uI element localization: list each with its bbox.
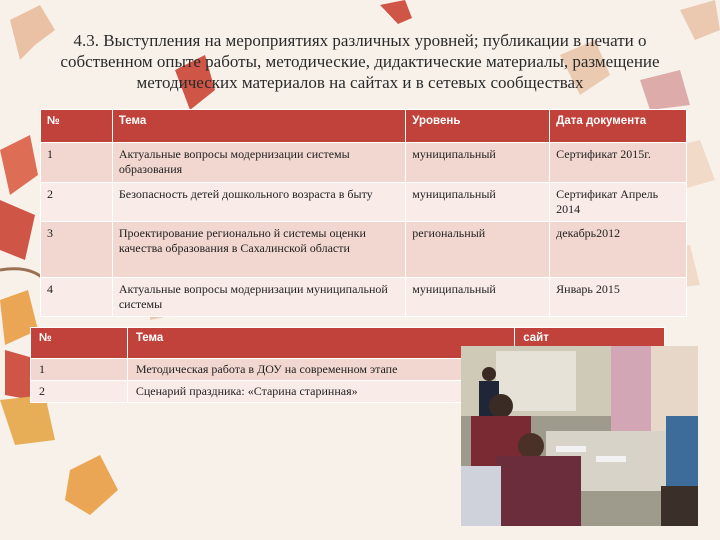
seminar-photo-illustration [461,346,698,526]
column-header-topic: Тема [112,110,405,143]
column-header-number: № [31,328,128,359]
row-level: муниципальный [406,278,550,317]
leaf-icon [0,200,35,260]
leaf-icon [680,0,720,40]
table-row [41,278,687,317]
row-number: 4 [41,278,113,317]
row-topic: Актуальные вопросы модернизации муниципальной системы [112,278,405,317]
row-topic: Сценарий праздника: «Старина старинная» [127,381,514,403]
events-table [40,109,687,317]
row-topic: Актуальные вопросы модернизации системы образования [112,143,405,183]
row-number: 3 [41,222,113,278]
row-number: 1 [41,143,113,183]
row-level: муниципальный [406,183,550,222]
row-level: муниципальный [406,143,550,183]
column-header-site: сайт [515,328,665,359]
table-row [41,183,687,222]
column-header-date: Дата документа [550,110,687,143]
leaf-icon [380,0,412,24]
seminar-photo [461,346,698,526]
row-topic: Методическая работа в ДОУ на современном этапе [127,359,514,381]
column-header-level: Уровень [406,110,550,143]
row-topic: Безопасность детей дошкольного возраста в быту [112,183,405,222]
page-title: 4.3. Выступления на мероприятиях различных уровней; публикации в печати о собственном опыте работы, методические, дидактические материалы, размещение методических материалов на сайтах и в сетевых сообществах [60,31,660,92]
row-date: декабрь2012 [550,222,687,278]
table-header-row [41,110,687,143]
row-topic: Проектирование регионально й системы оценки качества образования в Сахалинской области [112,222,405,278]
row-level: региональный [406,222,550,278]
column-header-topic: Тема [127,328,514,359]
table-row [41,143,687,183]
column-header-number: № [41,110,113,143]
row-number: 1 [31,359,128,381]
row-date: Январь 2015 [550,278,687,317]
row-number: 2 [31,381,128,403]
row-number: 2 [41,183,113,222]
row-date: Сертификат 2015г. [550,143,687,183]
leaf-icon [65,455,118,515]
row-date: Сертификат Апрель 2014 [550,183,687,222]
leaf-icon [0,135,38,195]
leaf-icon [0,269,45,280]
table-row [41,222,687,278]
